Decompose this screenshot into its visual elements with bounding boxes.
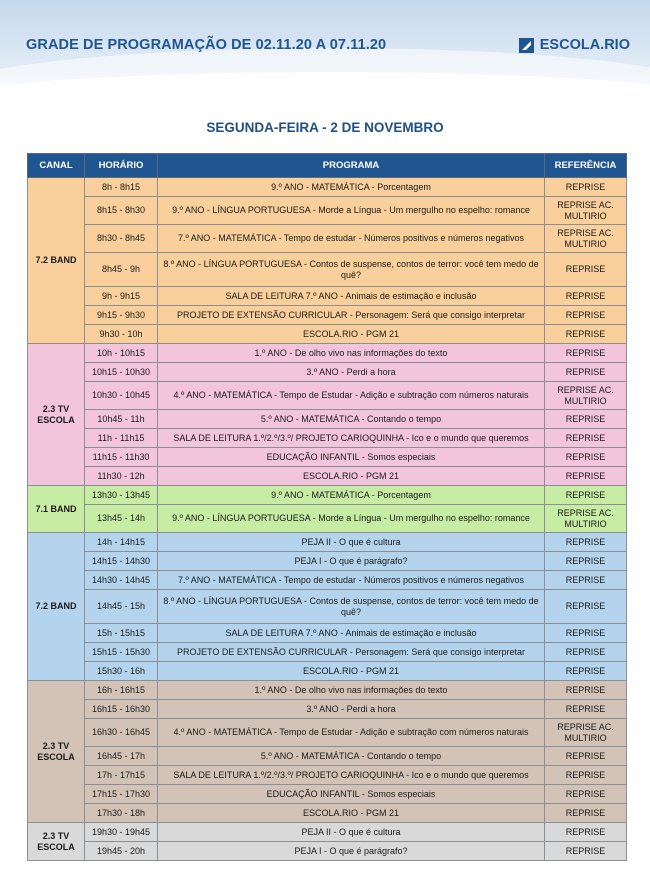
table-row [28,823,627,842]
table-row [28,700,627,719]
reference-cell: REPRISE [545,571,627,590]
time-cell: 14h45 - 15h [85,590,158,624]
table-row [28,486,627,505]
table-row [28,571,627,590]
table-row [28,719,627,747]
reference-cell: REPRISE [545,842,627,861]
time-cell: 9h - 9h15 [85,287,158,306]
program-cell: 9.º ANO - LÍNGUA PORTUGUESA - Morde a Língua - Um mergulho no espelho: romance [158,505,545,533]
time-cell: 13h45 - 14h [85,505,158,533]
canal-cell: 2.3 TV ESCOLA [28,681,85,823]
reference-cell: REPRISE [545,344,627,363]
program-cell: ESCOLA.RIO - PGM 21 [158,662,545,681]
reference-cell: REPRISE [545,700,627,719]
canal-cell: 7.1 BAND [28,486,85,533]
program-cell: 8.º ANO - LÍNGUA PORTUGUESA - Contos de suspense, contos de terror: você tem medo de quê? [158,253,545,287]
reference-cell: REPRISE [545,287,627,306]
table-row [28,253,627,287]
table-row [28,429,627,448]
program-cell: 5.º ANO - MATEMÁTICA - Contando o tempo [158,410,545,429]
time-cell: 9h30 - 10h [85,325,158,344]
program-cell: 9.º ANO - MATEMÁTICA - Porcentagem [158,486,545,505]
program-cell: SALA DE LEITURA 7.º ANO - Animais de estimação e inclusão [158,624,545,643]
reference-cell: REPRISE [545,552,627,571]
table-row [28,590,627,624]
program-cell: 9.º ANO - LÍNGUA PORTUGUESA - Morde a Língua - Um mergulho no espelho: romance [158,197,545,225]
time-cell: 16h15 - 16h30 [85,700,158,719]
table-row [28,662,627,681]
table-row [28,306,627,325]
time-cell: 16h45 - 17h [85,747,158,766]
time-cell: 14h30 - 14h45 [85,571,158,590]
table-row [28,410,627,429]
page-header [0,0,650,97]
reference-cell: REPRISE AC. MULTIRIO [545,505,627,533]
table-row [28,747,627,766]
time-cell: 10h45 - 11h [85,410,158,429]
reference-cell: REPRISE [545,486,627,505]
program-cell: ESCOLA.RIO - PGM 21 [158,467,545,486]
program-cell: SALA DE LEITURA 7.º ANO - Animais de estimação e inclusão [158,287,545,306]
table-row [28,804,627,823]
program-cell: 1.º ANO - De olho vivo nas informações do texto [158,681,545,700]
time-cell: 11h - 11h15 [85,429,158,448]
table-row [28,325,627,344]
table-row [28,448,627,467]
column-header-referencia: REFERÊNCIA [545,154,627,178]
reference-cell: REPRISE [545,448,627,467]
program-cell: 5.º ANO - MATEMÁTICA - Contando o tempo [158,747,545,766]
time-cell: 15h - 15h15 [85,624,158,643]
time-cell: 14h15 - 14h30 [85,552,158,571]
table-row [28,533,627,552]
time-cell: 10h15 - 10h30 [85,363,158,382]
reference-cell: REPRISE [545,823,627,842]
program-cell: 9.º ANO - MATEMÁTICA - Porcentagem [158,178,545,197]
canal-cell: 2.3 TV ESCOLA [28,823,85,861]
time-cell: 14h - 14h15 [85,533,158,552]
time-cell: 15h15 - 15h30 [85,643,158,662]
reference-cell: REPRISE [545,533,627,552]
time-cell: 19h45 - 20h [85,842,158,861]
column-header-canal: CANAL [28,154,85,178]
time-cell: 17h15 - 17h30 [85,785,158,804]
reference-cell: REPRISE [545,253,627,287]
schedule-body [28,178,627,861]
program-cell: 3.º ANO - Perdi a hora [158,700,545,719]
reference-cell: REPRISE [545,681,627,700]
program-cell: 4.º ANO - MATEMÁTICA - Tempo de Estudar - Adição e subtração com números naturais [158,719,545,747]
table-row [28,681,627,700]
reference-cell: REPRISE AC. MULTIRIO [545,225,627,253]
table-row [28,178,627,197]
time-cell: 11h15 - 11h30 [85,448,158,467]
reference-cell: REPRISE [545,363,627,382]
time-cell: 8h - 8h15 [85,178,158,197]
day-title: SEGUNDA-FEIRA - 2 DE NOVEMBRO [206,120,444,135]
brand-name: ESCOLA.RIO [539,37,630,53]
program-cell: SALA DE LEITURA 1.º/2.º/3.º/ PROJETO CARIOQUINHA - Ico e o mundo que queremos [158,766,545,785]
time-cell: 15h30 - 16h [85,662,158,681]
reference-cell: REPRISE [545,804,627,823]
time-cell: 17h30 - 18h [85,804,158,823]
program-cell: EDUCAÇÃO INFANTIL - Somos especiais [158,785,545,804]
reference-cell: REPRISE AC. MULTIRIO [545,719,627,747]
table-row [28,842,627,861]
table-row [28,225,627,253]
reference-cell: REPRISE [545,766,627,785]
time-cell: 9h15 - 9h30 [85,306,158,325]
canal-cell: 2.3 TV ESCOLA [28,344,85,486]
table-row [28,624,627,643]
program-cell: 8.º ANO - LÍNGUA PORTUGUESA - Contos de suspense, contos de terror: você tem medo de quê? [158,590,545,624]
program-cell: EDUCAÇÃO INFANTIL - Somos especiais [158,448,545,467]
time-cell: 8h15 - 8h30 [85,197,158,225]
reference-cell: REPRISE [545,785,627,804]
table-row [28,382,627,410]
reference-cell: REPRISE [545,429,627,448]
program-cell: SALA DE LEITURA 1.º/2.º/3.º/ PROJETO CARIOQUINHA - Ico e o mundo que queremos [158,429,545,448]
time-cell: 16h - 16h15 [85,681,158,700]
reference-cell: REPRISE AC. MULTIRIO [545,197,627,225]
program-cell: PROJETO DE EXTENSÃO CURRICULAR - Personagem: Será que consigo interpretar [158,306,545,325]
table-row [28,643,627,662]
reference-cell: REPRISE [545,410,627,429]
program-cell: 7.º ANO - MATEMÁTICA - Tempo de estudar - Números positivos e números negativos [158,225,545,253]
canal-cell: 7.2 BAND [28,178,85,344]
table-row [28,785,627,804]
program-cell: 1.º ANO - De olho vivo nas informações do texto [158,344,545,363]
table-row [28,344,627,363]
program-cell: PEJA II - O que é cultura [158,533,545,552]
schedule-table [27,153,627,861]
reference-cell: REPRISE AC. MULTIRIO [545,382,627,410]
time-cell: 10h - 10h15 [85,344,158,363]
header-title: GRADE DE PROGRAMAÇÃO DE 02.11.20 A 07.11.20 [26,37,387,53]
program-cell: ESCOLA.RIO - PGM 21 [158,325,545,344]
reference-cell: REPRISE [545,178,627,197]
reference-cell: REPRISE [545,643,627,662]
time-cell: 11h30 - 12h [85,467,158,486]
program-cell: PROJETO DE EXTENSÃO CURRICULAR - Personagem: Será que consigo interpretar [158,643,545,662]
time-cell: 10h30 - 10h45 [85,382,158,410]
time-cell: 17h - 17h15 [85,766,158,785]
program-cell: PEJA II - O que é cultura [158,823,545,842]
reference-cell: REPRISE [545,467,627,486]
reference-cell: REPRISE [545,662,627,681]
table-row [28,287,627,306]
time-cell: 13h30 - 13h45 [85,486,158,505]
table-row [28,467,627,486]
table-row [28,363,627,382]
reference-cell: REPRISE [545,325,627,344]
column-header-programa: PROGRAMA [158,154,545,178]
reference-cell: REPRISE [545,747,627,766]
time-cell: 8h45 - 9h [85,253,158,287]
program-cell: ESCOLA.RIO - PGM 21 [158,804,545,823]
time-cell: 8h30 - 8h45 [85,225,158,253]
time-cell: 16h30 - 16h45 [85,719,158,747]
canal-cell: 7.2 BAND [28,533,85,681]
program-cell: 7.º ANO - MATEMÁTICA - Tempo de estudar - Números positivos e números negativos [158,571,545,590]
escola-rio-logo-icon [519,38,534,53]
program-cell: 4.º ANO - MATEMÁTICA - Tempo de Estudar - Adição e subtração com números naturais [158,382,545,410]
column-header-horario: HORÁRIO [85,154,158,178]
reference-cell: REPRISE [545,624,627,643]
program-cell: 3.º ANO - Perdi a hora [158,363,545,382]
table-header-row [28,154,627,178]
brand [519,37,630,53]
program-cell: PEJA I - O que é parágrafo? [158,842,545,861]
table-row [28,552,627,571]
table-row [28,197,627,225]
reference-cell: REPRISE [545,306,627,325]
reference-cell: REPRISE [545,590,627,624]
program-cell: PEJA I - O que é parágrafo? [158,552,545,571]
table-row [28,766,627,785]
table-row [28,505,627,533]
time-cell: 19h30 - 19h45 [85,823,158,842]
